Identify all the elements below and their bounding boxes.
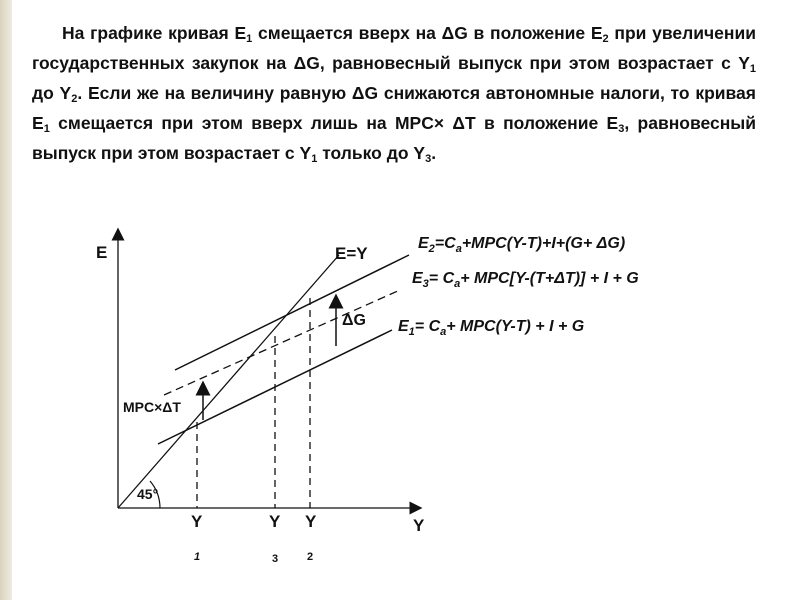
- e-equals-y-label: E=Y: [335, 244, 368, 263]
- y3-subscript: 3: [272, 553, 279, 565]
- axis-e-label: E: [96, 243, 108, 262]
- y1-label: Y: [191, 512, 203, 531]
- y2-subscript: 2: [307, 551, 314, 563]
- e2-equation: $E_2=C_a+MPC(Y-T)+I+(G+ \Delta G)$: [418, 235, 626, 255]
- e3-equation: $E_3= C_a+ MPC[Y-(T+\Delta T)] + I + G$: [412, 270, 639, 290]
- line-e2: [175, 255, 409, 370]
- y1-subscript: 1: [194, 551, 201, 563]
- y3-label: Y: [269, 512, 281, 531]
- axis-y-label: Y: [413, 516, 425, 535]
- line-e3: [164, 290, 400, 395]
- e1-equation: $E_1= C_a+ MPC(Y-T) + I + G$: [398, 318, 585, 338]
- delta-g-label: ΔG: [342, 312, 366, 329]
- line-e-equals-y: [118, 255, 339, 508]
- y2-label: Y: [305, 512, 317, 531]
- mpc-delta-t-label: MPC×ΔT: [123, 399, 181, 415]
- explanation-paragraph: На графике кривая $E_1$ смещается вверх на ΔG в положение $E_2$ при увеличении государственных закупок на ΔG, равновесный выпуск при этом возрастает с $Y_1$ до $Y_2$. Если же на величину равную ΔG снижаются автономные налоги, то кривая $E_1$ смещается при этом вверх лишь на MPC× ΔT в положение $E_3$, равновесный выпуск при этом возрастает с $Y_1$ только до $Y_3$.: [32, 23, 757, 165]
- angle-label: 45°: [137, 486, 159, 502]
